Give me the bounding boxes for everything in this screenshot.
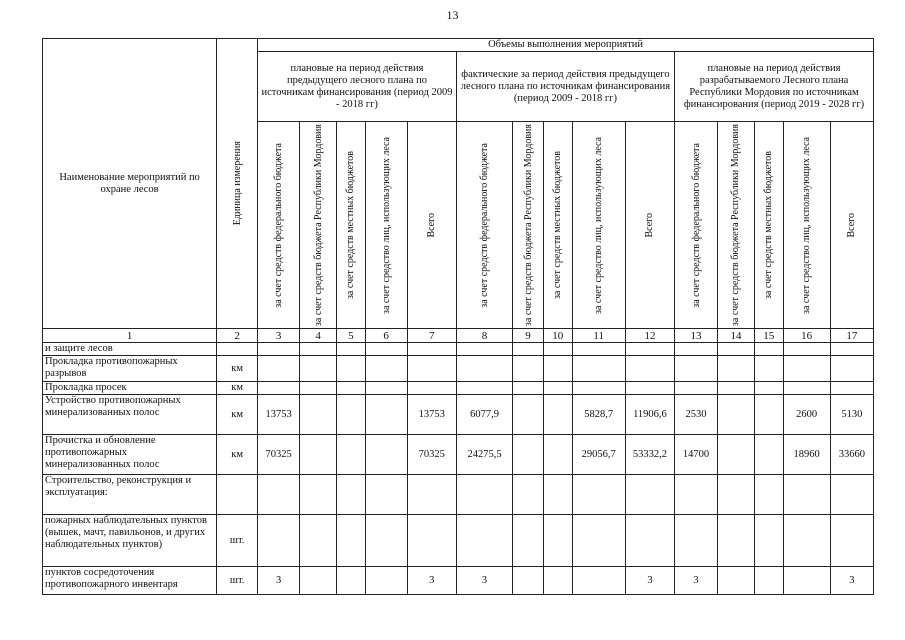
header-group-planned-prev: плановые на период действия предыдущего лесного плана по источникам финансирования (период 2009 - 2018 гг) bbox=[258, 52, 457, 122]
row-value bbox=[543, 515, 572, 567]
row-value bbox=[300, 395, 337, 435]
row-unit: км bbox=[217, 435, 258, 475]
row-value bbox=[543, 356, 572, 382]
col-number: 12 bbox=[625, 329, 674, 343]
row-value bbox=[407, 382, 456, 395]
row-value: 2530 bbox=[675, 395, 718, 435]
row-value: 3 bbox=[675, 567, 718, 595]
row-value bbox=[783, 475, 830, 515]
row-value bbox=[675, 475, 718, 515]
forest-protection-table bbox=[42, 38, 874, 595]
row-value bbox=[572, 515, 625, 567]
table-row bbox=[43, 382, 874, 395]
header-republic: за счет средств бюджета Республики Мордовия bbox=[513, 122, 544, 329]
row-value bbox=[300, 567, 337, 595]
row-value bbox=[456, 475, 512, 515]
row-value bbox=[337, 515, 366, 567]
row-value bbox=[572, 382, 625, 395]
row-value bbox=[718, 382, 755, 395]
col-number: 9 bbox=[513, 329, 544, 343]
header-local: за счет средств местных бюджетов bbox=[754, 122, 783, 329]
row-value bbox=[625, 356, 674, 382]
row-value bbox=[754, 567, 783, 595]
row-name: пожарных наблюдательных пунктов (вышек, мачт, павильонов, и других наблюдательных пунктов) bbox=[43, 515, 217, 567]
row-value bbox=[300, 475, 337, 515]
header-total: Всего bbox=[407, 122, 456, 329]
row-value bbox=[513, 515, 544, 567]
row-value bbox=[258, 515, 300, 567]
table-row bbox=[43, 475, 874, 515]
header-total: Всего bbox=[830, 122, 873, 329]
row-value bbox=[365, 515, 407, 567]
row-name: Устройство противопожарных минерализованных полос bbox=[43, 395, 217, 435]
row-value bbox=[543, 382, 572, 395]
row-value bbox=[543, 567, 572, 595]
row-unit: шт. bbox=[217, 515, 258, 567]
row-value: 3 bbox=[258, 567, 300, 595]
row-value bbox=[830, 382, 873, 395]
row-value: 33660 bbox=[830, 435, 873, 475]
header-republic: за счет средств бюджета Республики Мордовия bbox=[718, 122, 755, 329]
row-value bbox=[456, 382, 512, 395]
row-value bbox=[456, 515, 512, 567]
row-value bbox=[258, 356, 300, 382]
row-unit bbox=[217, 475, 258, 515]
page-number: 13 bbox=[446, 8, 459, 22]
header-group-planned-new: плановые на период действия разрабатываемого Лесного плана Республики Мордовия по источникам финансирования (период 2019 - 2028 гг) bbox=[675, 52, 874, 122]
row-value bbox=[365, 475, 407, 515]
row-value bbox=[830, 343, 873, 356]
col-number: 3 bbox=[258, 329, 300, 343]
col-number: 4 bbox=[300, 329, 337, 343]
row-value bbox=[625, 475, 674, 515]
row-value bbox=[718, 435, 755, 475]
row-value bbox=[407, 515, 456, 567]
col-number: 6 bbox=[365, 329, 407, 343]
row-value bbox=[754, 515, 783, 567]
row-value: 13753 bbox=[258, 395, 300, 435]
row-value bbox=[718, 475, 755, 515]
row-value bbox=[572, 356, 625, 382]
row-value bbox=[572, 343, 625, 356]
row-value bbox=[718, 395, 755, 435]
row-value bbox=[513, 382, 544, 395]
row-value bbox=[365, 395, 407, 435]
row-name: Прокладка противопожарных разрывов bbox=[43, 356, 217, 382]
row-value bbox=[513, 567, 544, 595]
row-value bbox=[625, 343, 674, 356]
row-value bbox=[365, 567, 407, 595]
row-value bbox=[456, 343, 512, 356]
row-value bbox=[543, 395, 572, 435]
header-federal: за счет средств федерального бюджета bbox=[258, 122, 300, 329]
table-row bbox=[43, 395, 874, 435]
row-value: 3 bbox=[407, 567, 456, 595]
row-value: 5828,7 bbox=[572, 395, 625, 435]
row-value bbox=[407, 343, 456, 356]
table-row bbox=[43, 343, 874, 356]
header-users: за счет средство лиц, использующих леса bbox=[365, 122, 407, 329]
header-volumes: Объемы выполнения мероприятий bbox=[258, 39, 874, 52]
table-body bbox=[43, 343, 874, 595]
row-value bbox=[407, 475, 456, 515]
header-group-actual-prev: фактические за период действия предыдущего лесного плана по источникам финансирования (период 2009 - 2018 гг) bbox=[456, 52, 674, 122]
row-value bbox=[337, 395, 366, 435]
header-total: Всего bbox=[625, 122, 674, 329]
row-value bbox=[407, 356, 456, 382]
row-value bbox=[300, 343, 337, 356]
row-value: 3 bbox=[830, 567, 873, 595]
row-value bbox=[337, 382, 366, 395]
row-value bbox=[718, 567, 755, 595]
col-number: 16 bbox=[783, 329, 830, 343]
row-value bbox=[675, 515, 718, 567]
col-number: 14 bbox=[718, 329, 755, 343]
row-value bbox=[300, 356, 337, 382]
row-value bbox=[513, 475, 544, 515]
row-value bbox=[754, 382, 783, 395]
row-value bbox=[300, 382, 337, 395]
row-value: 2600 bbox=[783, 395, 830, 435]
row-value: 11906,6 bbox=[625, 395, 674, 435]
row-value bbox=[783, 356, 830, 382]
row-value bbox=[754, 435, 783, 475]
row-value bbox=[830, 475, 873, 515]
row-value bbox=[337, 567, 366, 595]
row-value bbox=[543, 343, 572, 356]
col-number: 15 bbox=[754, 329, 783, 343]
row-name: пунктов сосредоточения противопожарного инвентаря bbox=[43, 567, 217, 595]
row-value bbox=[258, 382, 300, 395]
row-value bbox=[718, 343, 755, 356]
col-number: 10 bbox=[543, 329, 572, 343]
row-unit: шт. bbox=[217, 567, 258, 595]
row-value: 18960 bbox=[783, 435, 830, 475]
row-unit bbox=[217, 343, 258, 356]
row-name: Строительство, реконструкция и эксплуатация: bbox=[43, 475, 217, 515]
row-value bbox=[543, 435, 572, 475]
row-name: и защите лесов bbox=[43, 343, 217, 356]
row-value: 3 bbox=[456, 567, 512, 595]
row-value: 14700 bbox=[675, 435, 718, 475]
col-number: 2 bbox=[217, 329, 258, 343]
col-number: 8 bbox=[456, 329, 512, 343]
row-value bbox=[830, 356, 873, 382]
row-value bbox=[783, 382, 830, 395]
row-value: 53332,2 bbox=[625, 435, 674, 475]
row-value bbox=[783, 515, 830, 567]
row-unit: км bbox=[217, 395, 258, 435]
row-value bbox=[337, 356, 366, 382]
header-republic: за счет средств бюджета Республики Мордовия bbox=[300, 122, 337, 329]
row-unit: км bbox=[217, 382, 258, 395]
row-value: 24275,5 bbox=[456, 435, 512, 475]
row-value: 70325 bbox=[258, 435, 300, 475]
row-value bbox=[675, 356, 718, 382]
row-value bbox=[513, 343, 544, 356]
row-value: 5130 bbox=[830, 395, 873, 435]
row-value bbox=[754, 475, 783, 515]
row-value bbox=[783, 343, 830, 356]
col-number: 7 bbox=[407, 329, 456, 343]
header-local: за счет средств местных бюджетов bbox=[543, 122, 572, 329]
row-value bbox=[258, 343, 300, 356]
row-value bbox=[365, 343, 407, 356]
row-value bbox=[300, 515, 337, 567]
row-value bbox=[675, 343, 718, 356]
col-number: 5 bbox=[337, 329, 366, 343]
row-value: 13753 bbox=[407, 395, 456, 435]
row-value bbox=[337, 435, 366, 475]
column-number-row bbox=[43, 329, 874, 343]
row-value bbox=[754, 356, 783, 382]
row-value: 3 bbox=[625, 567, 674, 595]
row-value: 6077,9 bbox=[456, 395, 512, 435]
row-value bbox=[625, 382, 674, 395]
header-federal: за счет средств федерального бюджета bbox=[675, 122, 718, 329]
row-value bbox=[572, 475, 625, 515]
row-name: Прокладка просек bbox=[43, 382, 217, 395]
row-value bbox=[783, 567, 830, 595]
col-number: 17 bbox=[830, 329, 873, 343]
row-value bbox=[456, 356, 512, 382]
row-value bbox=[300, 435, 337, 475]
row-value: 29056,7 bbox=[572, 435, 625, 475]
row-value: 70325 bbox=[407, 435, 456, 475]
col-number: 13 bbox=[675, 329, 718, 343]
row-value bbox=[625, 515, 674, 567]
header-name: Наименование мероприятий по охране лесов bbox=[43, 39, 217, 329]
row-value bbox=[258, 475, 300, 515]
header-federal: за счет средств федерального бюджета bbox=[456, 122, 512, 329]
header-local: за счет средств местных бюджетов bbox=[337, 122, 366, 329]
table-row bbox=[43, 435, 874, 475]
header-users: за счет средство лиц, использующих леса bbox=[783, 122, 830, 329]
row-value bbox=[337, 475, 366, 515]
row-value bbox=[513, 356, 544, 382]
row-value bbox=[365, 382, 407, 395]
row-value bbox=[718, 356, 755, 382]
row-value bbox=[830, 515, 873, 567]
row-value bbox=[675, 382, 718, 395]
row-name: Прочистка и обновление противопожарных минерализованных полос bbox=[43, 435, 217, 475]
row-value bbox=[754, 395, 783, 435]
row-value bbox=[365, 435, 407, 475]
header-unit: Единица измерения bbox=[217, 39, 258, 329]
row-value bbox=[572, 567, 625, 595]
row-value bbox=[513, 435, 544, 475]
row-value bbox=[754, 343, 783, 356]
row-value bbox=[337, 343, 366, 356]
header-users: за счет средство лиц, использующих леса bbox=[572, 122, 625, 329]
table-row bbox=[43, 515, 874, 567]
row-value bbox=[365, 356, 407, 382]
row-unit: км bbox=[217, 356, 258, 382]
col-number: 1 bbox=[43, 329, 217, 343]
row-value bbox=[718, 515, 755, 567]
table-row bbox=[43, 567, 874, 595]
col-number: 11 bbox=[572, 329, 625, 343]
row-value bbox=[513, 395, 544, 435]
table-row bbox=[43, 356, 874, 382]
row-value bbox=[543, 475, 572, 515]
